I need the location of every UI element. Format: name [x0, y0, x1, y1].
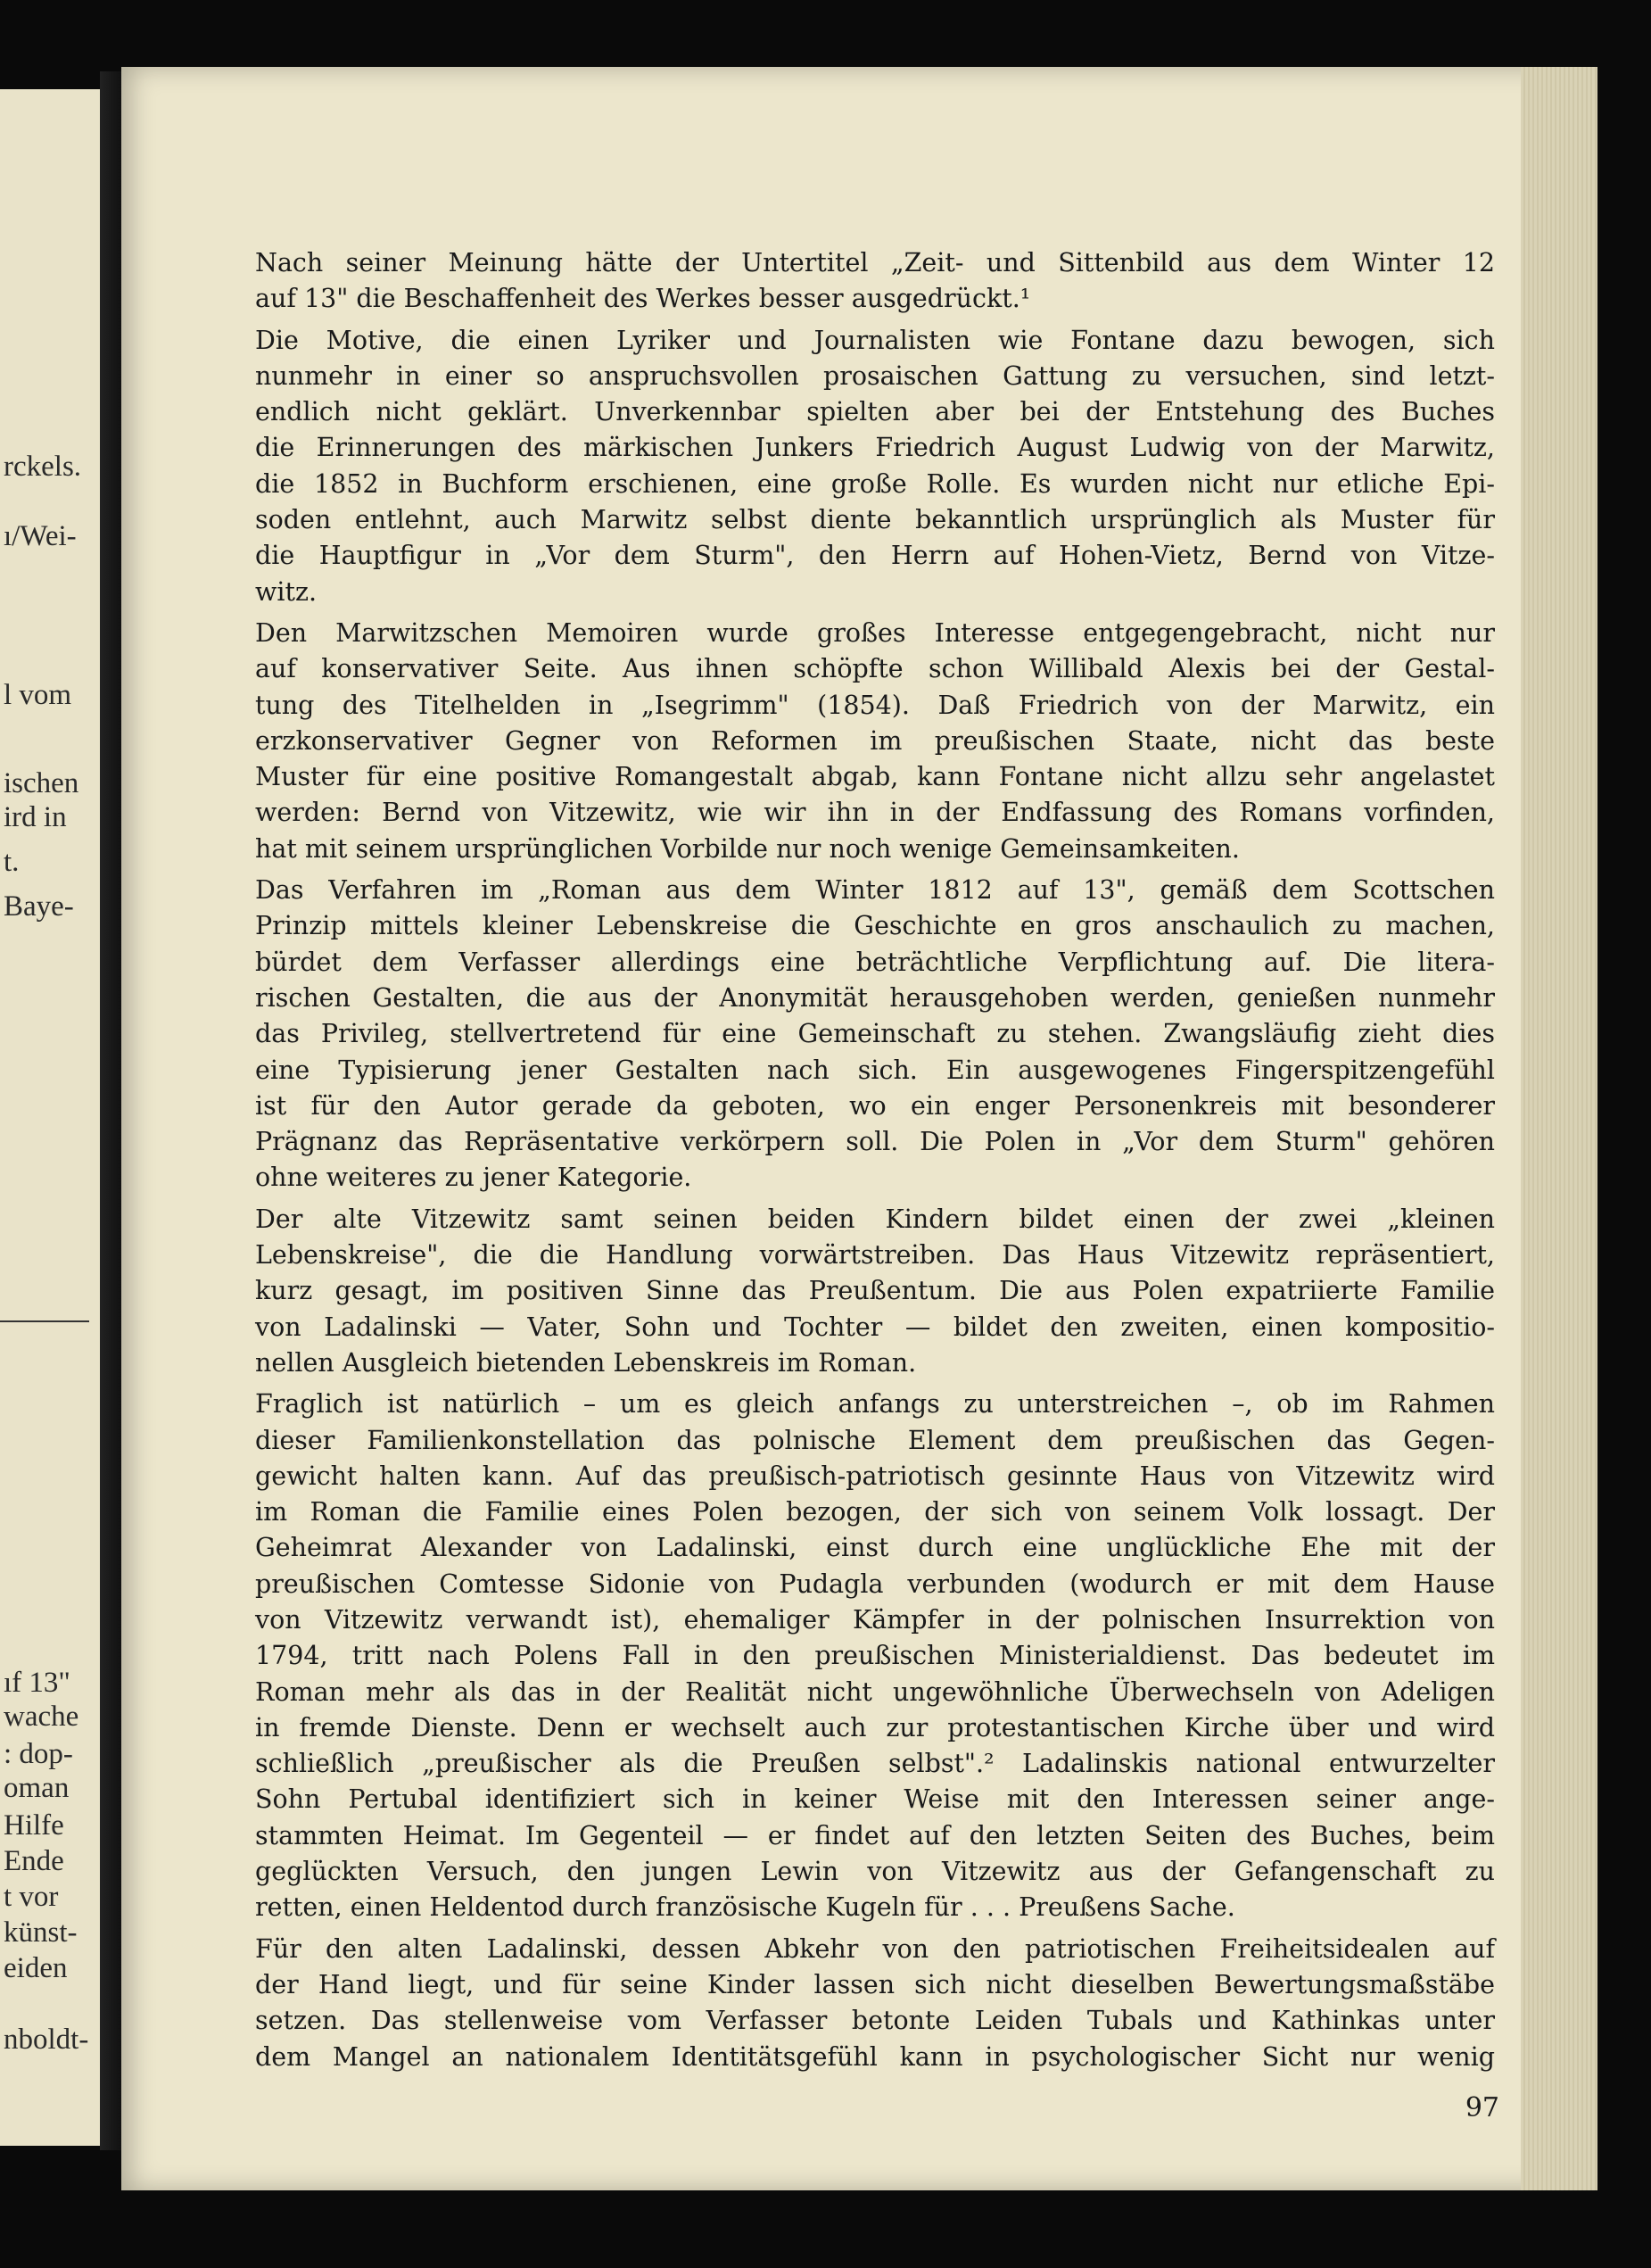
left-page-rule: [0, 1320, 89, 1322]
text-line: gewicht halten kann. Auf das preußisch-patriotisch gesinnte Haus von Vitzewitz wird: [255, 1461, 1495, 1491]
paragraph: [255, 323, 1495, 610]
text-line: Prägnanz das Repräsentative verkörpern soll. Die Polen in „Vor dem Sturm" gehören: [255, 1127, 1495, 1157]
text-line: Der alte Vitzewitz samt seinen beiden Kindern bildet einen der zwei „kleinen: [255, 1204, 1495, 1234]
text-line: werden: Bernd von Vitzewitz, wie wir ihn in der Endfassung des Romans vorfinden,: [255, 798, 1495, 828]
text-line: Den Marwitzschen Memoiren wurde großes Interesse entgegengebracht, nicht nur: [255, 617, 1495, 648]
left-page-fragment: oman: [4, 1772, 70, 1805]
left-page-fragment: ıf 13": [4, 1667, 70, 1699]
text-line: in fremde Dienste. Denn er wechselt auch zur protestantischen Kirche über und wird: [255, 1712, 1495, 1742]
text-line: Das Verfahren im „Roman aus dem Winter 1812 auf 13", gemäß dem Scottschen: [255, 875, 1495, 906]
book-page: [121, 67, 1597, 2190]
body-text: [255, 245, 1495, 2075]
left-page-fragment: künst-: [4, 1916, 78, 1949]
left-page-fragment: Hilfe: [4, 1809, 64, 1842]
page-edge-stack: [1521, 67, 1597, 2190]
text-line: Muster für eine positive Romangestalt abgab, kann Fontane nicht allzu sehr angelastet: [255, 762, 1495, 792]
text-line: kurz gesagt, im positiven Sinne das Preußentum. Die aus Polen expatriierte Familie: [255, 1276, 1495, 1306]
left-page-fragment: : dop-: [4, 1738, 73, 1770]
text-line: retten, einen Heldentod durch französische Kugeln für . . . Preußens Sache.: [255, 1892, 1235, 1923]
left-page-fragment: t.: [4, 846, 20, 878]
left-page-fragment: eiden: [4, 1952, 68, 1984]
text-line: nunmehr in einer so anspruchsvollen prosaischen Gattung zu versuchen, sind letzt-: [255, 360, 1495, 391]
text-line: witz.: [255, 576, 318, 607]
text-line: Für den alten Ladalinski, dessen Abkehr von den patriotischen Freiheitsidealen auf: [255, 1933, 1495, 1964]
left-page-fragment: wache: [4, 1701, 79, 1734]
left-page-fragment: Ende: [4, 1845, 64, 1877]
book-gutter: [100, 71, 121, 2150]
text-line: eine Typisierung jener Gestalten nach sich. Ein ausgewogenes Fingerspitzengefühl: [255, 1055, 1495, 1085]
left-page-fragment: nboldt-: [4, 2024, 89, 2056]
left-page-fragment: l vom: [4, 678, 72, 711]
left-page-fragment: ı/Wei-: [4, 520, 77, 553]
text-line: Sohn Pertubal identifiziert sich in keiner Weise mit den Interessen seiner ange-: [255, 1784, 1495, 1815]
paragraph: [255, 1202, 1495, 1381]
left-page-fragment: Baye-: [4, 890, 74, 923]
text-line: rischen Gestalten, die aus der Anonymität herausgehoben werden, genießen nunmehr: [255, 982, 1495, 1013]
previous-page-strip: [0, 89, 109, 2146]
text-line: die Hauptfigur in „Vor dem Sturm", den Herrn auf Hohen-Vietz, Bernd von Vitze-: [255, 541, 1495, 571]
text-line: das Privileg, stellvertretend für eine Gemeinschaft zu stehen. Zwangsläufig zieht dies: [255, 1019, 1495, 1049]
text-line: ohne weiteres zu jener Kategorie.: [255, 1163, 692, 1193]
text-line: von Vitzewitz verwandt ist), ehemaliger Kämpfer in der polnischen Insurrektion von: [255, 1604, 1495, 1635]
text-line: Die Motive, die einen Lyriker und Journalisten wie Fontane dazu bewogen, sich: [255, 325, 1495, 355]
text-line: geglückten Versuch, den jungen Lewin von Vitzewitz aus der Gefangenschaft zu: [255, 1857, 1495, 1887]
text-line: soden entlehnt, auch Marwitz selbst diente bekanntlich ursprünglich als Muster für: [255, 505, 1495, 535]
text-line: dem Mangel an nationalem Identitätsgefühl kann in psychologischer Sicht nur wenig: [255, 2041, 1495, 2072]
text-line: Lebenskreise", die die Handlung vorwärtstreiben. Das Haus Vitzewitz repräsentiert,: [255, 1240, 1495, 1271]
text-line: auf 13" die Beschaffenheit des Werkes besser ausgedrückt.¹: [255, 284, 1031, 314]
text-line: schließlich „preußischer als die Preußen selbst".² Ladalinskis national entwurzelter: [255, 1749, 1495, 1779]
text-line: tung des Titelhelden in „Isegrimm" (1854). Daß Friedrich von der Marwitz, ein: [255, 690, 1495, 720]
paragraph: [255, 1386, 1495, 1925]
text-line: bürdet dem Verfasser allerdings eine beträchtliche Verpflichtung auf. Die litera-: [255, 947, 1495, 977]
text-line: im Roman die Familie eines Polen bezogen, der sich von seinem Volk lossagt. Der: [255, 1497, 1495, 1527]
left-page-fragment: ischen: [4, 767, 79, 799]
left-page-fragment: rckels.: [4, 450, 82, 483]
paragraph: [255, 873, 1495, 1196]
text-line: ist für den Autor gerade da geboten, wo ein enger Personenkreis mit besonderer: [255, 1090, 1495, 1121]
left-page-fragment: ird in: [4, 801, 67, 834]
text-line: nellen Ausgleich bietenden Lebenskreis im Roman.: [255, 1347, 917, 1378]
paragraph: [255, 616, 1495, 867]
text-line: der Hand liegt, und für seine Kinder lassen sich nicht dieselben Bewertungsmaßstäbe: [255, 1969, 1495, 1999]
text-line: Prinzip mittels kleiner Lebenskreise die Geschichte en gros anschaulich zu machen,: [255, 911, 1495, 941]
text-line: Nach seiner Meinung hätte der Untertitel „Zeit- und Sittenbild aus dem Winter 12: [255, 248, 1495, 277]
text-line: die 1852 in Buchform erschienen, eine große Rolle. Es wurden nicht nur etliche Epi-: [255, 468, 1495, 499]
text-line: Geheimrat Alexander von Ladalinski, einst durch eine unglückliche Ehe mit der: [255, 1533, 1495, 1563]
text-line: Roman mehr als das in der Realität nicht ungewöhnliche Überwechseln von Adeligen: [255, 1676, 1495, 1707]
paragraph: [255, 245, 1495, 318]
text-line: setzen. Das stellenweise vom Verfasser betonte Leiden Tubals und Kathinkas unter: [255, 2006, 1495, 2036]
text-line: stammten Heimat. Im Gegenteil — er findet auf den letzten Seiten des Buches, beim: [255, 1820, 1495, 1850]
text-line: erzkonservativer Gegner von Reformen im preußischen Staate, nicht das beste: [255, 725, 1495, 756]
text-line: preußischen Comtesse Sidonie von Pudagla verbunden (wodurch er mit dem Hause: [255, 1569, 1495, 1599]
text-line: endlich nicht geklärt. Unverkennbar spielten aber bei der Entstehung des Buches: [255, 397, 1495, 427]
text-line: von Ladalinski — Vater, Sohn und Tochter — bildet den zweiten, einen kompositio-: [255, 1312, 1495, 1342]
text-line: hat mit seinem ursprünglichen Vorbilde nur noch wenige Gemeinsamkeiten.: [255, 833, 1240, 864]
paragraph: [255, 1932, 1495, 2075]
text-line: auf konservativer Seite. Aus ihnen schöpfte schon Willibald Alexis bei der Gestal-: [255, 654, 1495, 684]
text-line: die Erinnerungen des märkischen Junkers Friedrich August Ludwig von der Marwitz,: [255, 433, 1495, 463]
left-page-fragment: t vor: [4, 1881, 59, 1913]
text-line: 1794, tritt nach Polens Fall in den preußischen Ministerialdienst. Das bedeutet im: [255, 1641, 1495, 1671]
page-number: 97: [1465, 2092, 1499, 2123]
text-line: dieser Familienkonstellation das polnische Element dem preußischen das Gegen-: [255, 1425, 1495, 1455]
text-line: Fraglich ist natürlich – um es gleich anfangs zu unterstreichen –, ob im Rahmen: [255, 1389, 1495, 1420]
